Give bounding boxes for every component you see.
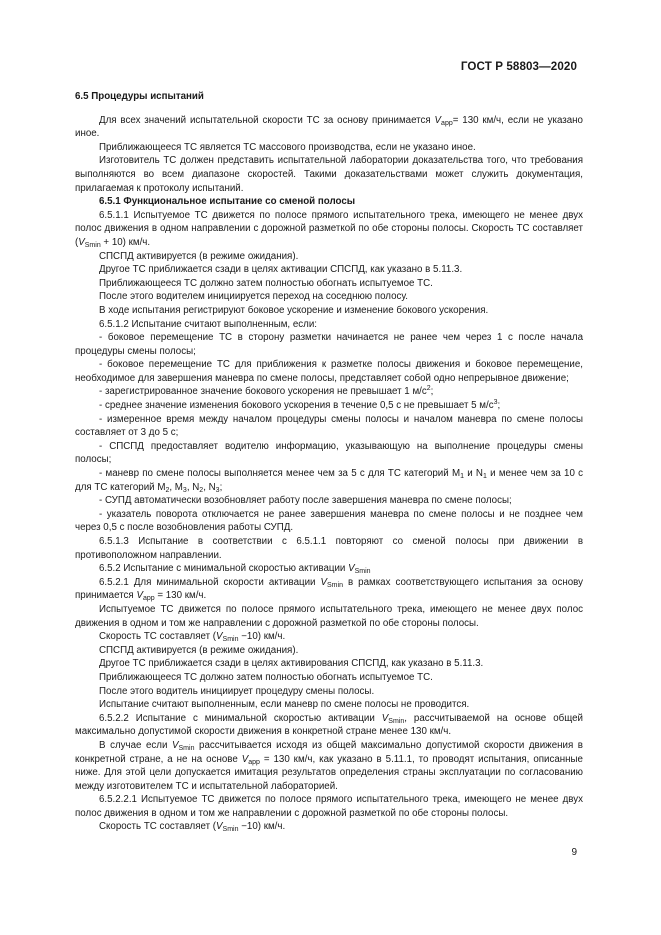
variable-symbol: V (136, 590, 143, 602)
variable-symbol: V (216, 631, 223, 643)
paragraph (75, 698, 583, 712)
subscript: 2 (199, 486, 204, 494)
text-run: 6.5.2.1 Для минимальной скорости активации (99, 576, 321, 588)
text-run: 6.5.2.2 Испытание с минимальной скоростью активации (99, 712, 382, 724)
variable-symbol: V (78, 236, 85, 248)
paragraph (75, 154, 583, 195)
paragraph (75, 603, 583, 630)
paragraph (75, 630, 583, 644)
text-run: - указатель поворота отключается не ранее завершения маневра по смене полосы и не позднее чем через 0,5 с после возобновления работы СУПД. (75, 508, 583, 534)
paragraph (75, 739, 583, 793)
subscript: app (142, 595, 155, 603)
variable-symbol: V (241, 753, 249, 765)
standard-designation: ГОСТ Р 58803—2020 (460, 60, 577, 73)
text-run: После этого водитель инициирует процедуру смены полосы. (99, 685, 375, 697)
text-run: Испытание считают выполненным, если маневр по смене полосы не проводится. (99, 699, 470, 711)
text-run: рассчитывается исходя из общей максимально допустимой скорости движения в конкретной стране, а не на основе (75, 739, 583, 765)
text-run: = 130 км/ч, как указано в 5.11.1, то проводят испытания, описанные ниже. Для этой цели допускается имитация результатов определения страны эксплуатации по согласованию между изготовителем ТС и испытательной лабораторией. (75, 753, 583, 792)
section-heading (75, 90, 583, 104)
subscript: Smin (178, 744, 195, 752)
text-run: 6.5.2 Испытание с минимальной скоростью активации (99, 563, 349, 575)
text-run: - измеренное время между началом процедуры смены полосы и началом маневра по смене полосы составляет от 3 до 5 с; (75, 413, 583, 439)
paragraph (75, 250, 583, 264)
subsection-heading (75, 195, 583, 209)
text-run: и менее чем за 10 с для ТС категорий М (75, 468, 584, 493)
text-run: Скорость ТС составляет ( (99, 631, 217, 643)
paragraph (75, 657, 583, 671)
list-item (75, 358, 583, 385)
text-run: 6.5.1.1 Испытуемое ТС движется по полосе прямого испытательного трека, имеющего не менее двух полос движения в одном направлении с дорожной разметкой по обе стороны полосы. Скорость ТС составляет ( (75, 209, 583, 248)
variable-symbol: V (172, 739, 179, 751)
text-run: , рассчитываемой на основе общей максимально допустимой скорости движения в конкретной стране менее 130 км/ч. (75, 712, 583, 738)
paragraph (75, 562, 583, 576)
text-run: 6.5.2.2.1 Испытуемое ТС движется по полосе прямого испытательного трека, имеющего не менее двух полос движения в одном и том же направлении с дорожной разметкой по обе стороны полосы. (75, 794, 583, 819)
subscript: 3 (182, 486, 187, 494)
text-run: - боковое перемещение ТС в сторону разметки начинается не ранее чем через 1 с после начала процедуры смены полосы; (75, 332, 583, 357)
list-item (75, 413, 583, 440)
paragraph (75, 535, 583, 562)
text-run: 6.5.1.2 Испытание считают выполненным, если: (99, 318, 317, 330)
paragraph (75, 793, 583, 820)
text-run: СПСПД активируется (в режиме ожидания). (99, 250, 299, 262)
list-item (75, 385, 583, 399)
list-item (75, 440, 583, 467)
page-footer (571, 847, 577, 858)
superscript: 3 (493, 399, 498, 407)
text-run: , N (203, 481, 216, 493)
variable-symbol: V (381, 712, 389, 724)
text-run: В случае если (99, 739, 172, 751)
text-run: ; (497, 400, 501, 412)
text-run: , М (169, 481, 183, 493)
text-run: - боковое перемещение ТС для приближения к разметке полосы движения и боковое перемещение, необходимое для завершения маневра по смене полосы, представляет собой одно непрерывное движение; (75, 359, 583, 384)
subscript: 3 (215, 486, 220, 494)
text-run: ; (219, 481, 223, 493)
paragraph (75, 644, 583, 658)
subscript: 1 (460, 473, 464, 481)
subscript: app (441, 119, 453, 127)
variable-symbol: V (320, 576, 328, 588)
text-run: 6.5 Процедуры испытаний (75, 91, 204, 102)
subscript: 2 (165, 486, 170, 494)
variable-symbol: V (216, 821, 223, 833)
list-item (75, 331, 583, 358)
text-run: - зарегистрированное значение бокового ускорения не превышает 1 м/с (99, 386, 427, 398)
subscript: 1 (482, 473, 487, 481)
text-run: СПСПД активируется (в режиме ожидания). (99, 644, 299, 656)
text-run: Другое ТС приближается сзади в целях активации СПСПД, как указано в 5.11.3. (99, 264, 463, 276)
paragraph (75, 671, 583, 685)
text-run: Приближающееся ТС является ТС массового производства, если не указано иное. (99, 141, 476, 153)
text-run: В ходе испытания регистрируют боковое ускорение и изменение бокового ускорения. (99, 304, 489, 316)
text-run: Другое ТС приближается сзади в целях активирования СПСПД, как указано в 5.11.3. (99, 658, 484, 670)
subscript: Smin (327, 581, 343, 589)
paragraph (75, 209, 583, 250)
text-run: Приближающееся ТС должно затем полностью обогнать испытуемое ТС. (99, 277, 433, 289)
paragraph (75, 820, 583, 834)
paragraph (75, 685, 583, 699)
text-run: Скорость ТС составляет ( (99, 821, 217, 833)
text-run: Приближающееся ТС должно затем полностью обогнать испытуемое ТС. (99, 671, 433, 683)
paragraph (75, 141, 583, 155)
variable-symbol: V (348, 563, 355, 575)
text-run: После этого водителем инициируется переход на соседнюю полосу. (99, 291, 408, 303)
text-run: −10) км/ч. (238, 631, 286, 643)
text-run: Испытуемое ТС движется по полосе прямого испытательного трека, имеющего не менее двух полос движения в одном и том же направлении с дорожной разметкой по обе стороны полосы. (75, 603, 583, 629)
text-run: −10) км/ч. (238, 821, 286, 833)
text-run: 6.5.1.3 Испытание в соответствии с 6.5.1.1 повторяют со сменой полосы при движении в противоположном направлении. (75, 536, 583, 561)
text-run: - СУПД автоматически возобновляет работу после завершения маневра по смене полосы; (99, 495, 512, 507)
text-run: , N (186, 481, 200, 493)
text-run: = 130 км/ч, если не указано иное. (75, 114, 583, 140)
subscript: Smin (354, 568, 371, 576)
subscript: Smin (222, 636, 239, 644)
paragraph (75, 318, 583, 332)
text-run: ; (430, 386, 434, 398)
list-item (75, 467, 583, 494)
text-run: + 10) км/ч. (100, 236, 151, 248)
superscript: 2 (426, 385, 431, 393)
document-header (461, 60, 577, 73)
paragraph (75, 304, 583, 318)
text-run: в рамках соответствующего испытания за основу принимается (75, 576, 583, 602)
paragraph (75, 277, 583, 291)
text-run: - среднее значение изменения бокового ускорения в течение 0,5 с не превышает 5 м/с (99, 400, 494, 412)
text-run: и N (463, 468, 483, 480)
list-item (75, 399, 583, 413)
text-run: - СПСПД предоставляет водителю информацию, указывающую на выполнение процедуры смены полосы; (75, 440, 583, 466)
text-run: - маневр по смене полосы выполняется менее чем за 5 с для ТС категорий М (99, 468, 461, 480)
text-run: Изготовитель ТС должен представить испытательной лаборатории доказательства того, что требования выполняются во всем диапазоне скоростей. Такими доказательствами может служить документация, прилагаемая к протоколу испытаний. (75, 155, 583, 194)
paragraph (75, 576, 583, 603)
paragraph (75, 712, 583, 739)
list-item (75, 508, 583, 535)
paragraph (75, 290, 583, 304)
document-body (75, 90, 583, 834)
subscript: Smin (84, 241, 101, 249)
text-run: Для всех значений испытательной скорости ТС за основу принимается (99, 114, 435, 126)
page-number: 9 (571, 847, 577, 858)
subscript: Smin (222, 826, 239, 834)
paragraph (75, 263, 583, 277)
paragraph (75, 114, 583, 141)
subscript: Smin (388, 717, 405, 725)
variable-symbol: V (434, 114, 442, 126)
text-run: = 130 км/ч. (154, 590, 207, 602)
text-run: 6.5.1 Функциональное испытание со сменой полосы (99, 196, 356, 208)
subscript: app (248, 758, 260, 766)
list-item (75, 494, 583, 508)
